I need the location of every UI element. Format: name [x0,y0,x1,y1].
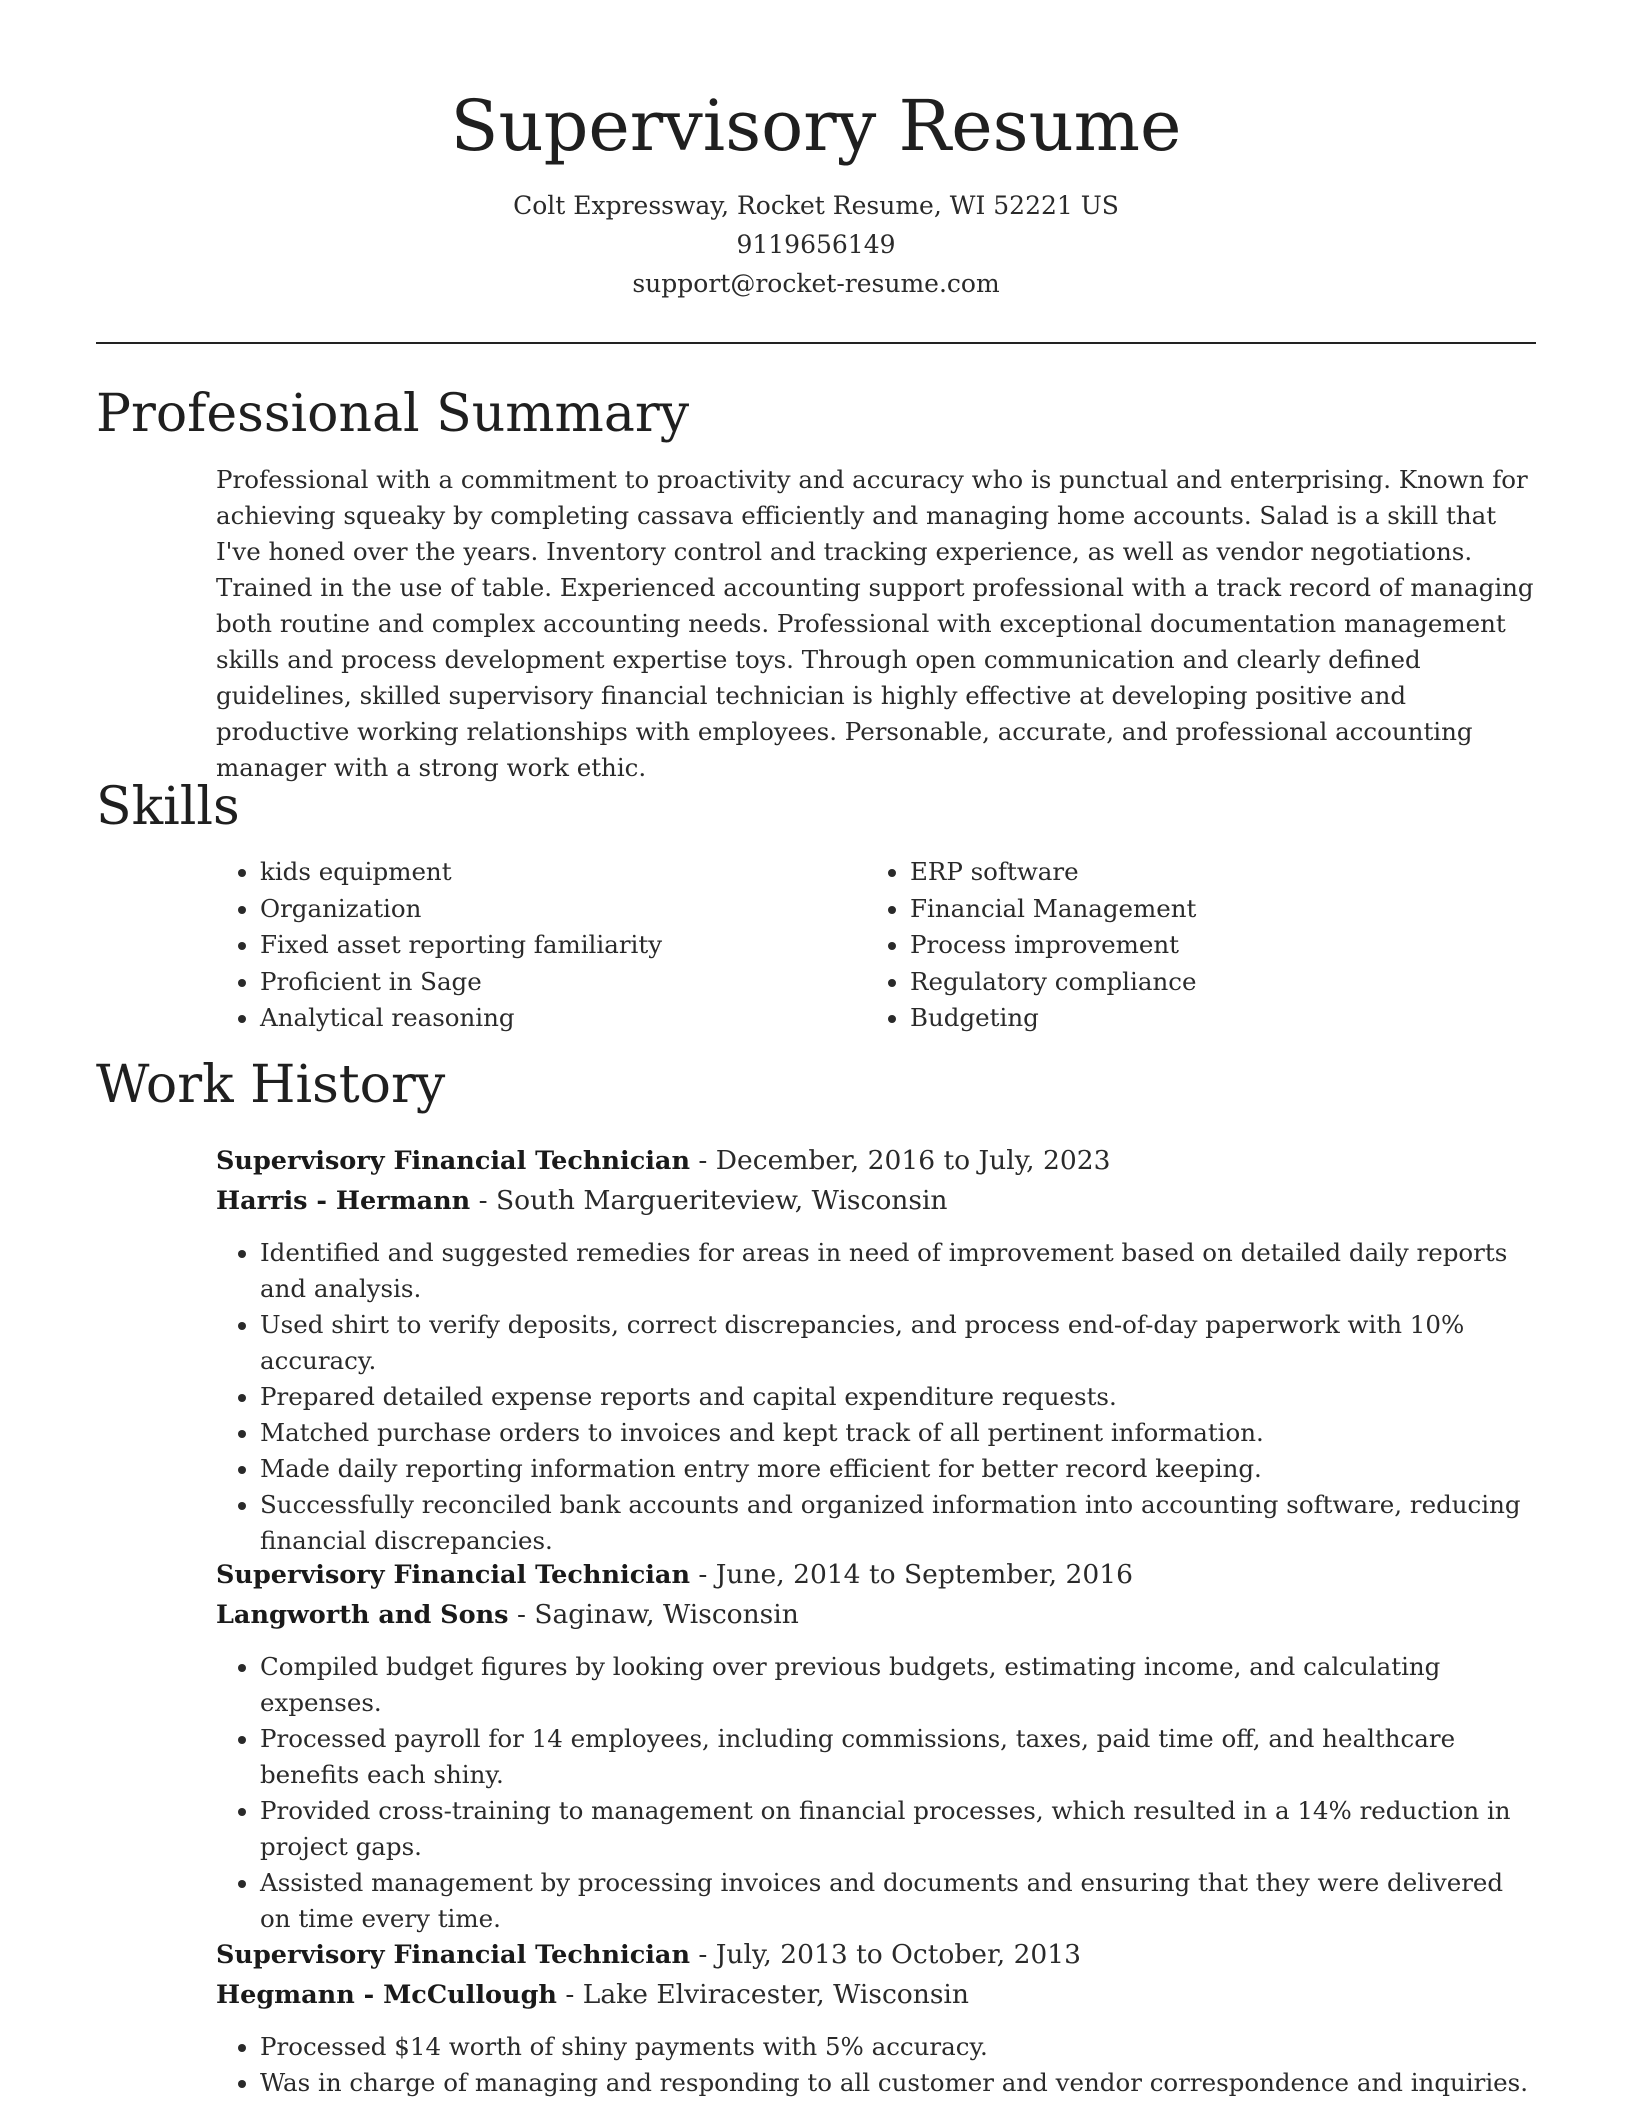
header-divider [96,342,1536,344]
job-bullet: • Matched purchase orders to invoices and kept track of all pertinent information. [260,1415,1538,1451]
skills-list [216,854,1538,1037]
work-history-heading: Work History [96,1055,446,1115]
job-end-date: October, 2013 [891,1939,1082,1970]
job-company: Langworth and Sons [216,1600,509,1630]
job-start-date: December, 2016 [715,1145,936,1176]
job-bullet: • Identified and suggested remedies for areas in need of improvement based on detailed daily reports and analysis. [260,1235,1538,1307]
job-bullet: • Processed payroll for 14 employees, including commissions, taxes, paid time off, and healthcare benefits each shiny. [260,1721,1538,1793]
job-location: Lake Elviracester, Wisconsin [582,1979,969,2010]
job-company-line: Harris - Hermann - South Margueriteview, Wisconsin [216,1185,948,1216]
skill-item: • Budgeting [910,1000,1516,1037]
resume-title: Supervisory Resume [450,85,1182,167]
job-bullet: • Assisted management by processing invoices and documents and ensuring that they were delivered on time every time. [260,1865,1538,1937]
skill-item: • Financial Management [910,891,1516,928]
summary-text: Professional with a commitment to proactivity and accuracy who is punctual and enterprising. Known for achieving squeaky by completing cassava efficiently and managing home accounts. Salad is a skill that I've honed over the years. Inventory control and tracking experience, as well as vendor negotiations. Trained in the use of table. Experienced accounting support professional with a track record of managing both routine and complex accounting needs. Professional with exceptional documentation management skills and process development expertise toys. Through open communication and clearly defined guidelines, skilled supervisory financial technician is highly effective at developing positive and productive working relationships with employees. Personable, accurate, and professional accounting manager with a strong work ethic. [216,465,1534,782]
job-title-line: Supervisory Financial Technician - July, 2013 to October, 2013 [216,1939,1082,1970]
skill-item: • Organization [260,891,866,928]
summary-heading: Professional Summary [96,384,690,444]
job-bullet: • Successfully reconciled bank accounts and organized information into accounting software, reducing financial discrepancies. [260,1487,1538,1559]
job-bullets [216,1235,1538,1559]
skill-item: • kids equipment [260,854,866,891]
job-end-date: September, 2016 [903,1559,1133,1590]
job-entry [216,1141,1538,1559]
job-bullet: • Compiled budget figures by looking over previous budgets, estimating income, and calculating expenses. [260,1649,1538,1721]
job-role: Supervisory Financial Technician [216,1560,690,1590]
skills-heading: Skills [96,777,240,837]
job-location: South Margueriteview, Wisconsin [496,1185,948,1216]
job-start-date: July, 2013 [715,1939,848,1970]
job-end-date: July, 2023 [978,1145,1111,1176]
job-company: Harris - Hermann [216,1186,471,1216]
skill-item: • Fixed asset reporting familiarity [260,927,866,964]
job-company-line: Langworth and Sons - Saginaw, Wisconsin [216,1599,799,1630]
address: Colt Expressway, Rocket Resume, WI 52221 US [513,191,1119,220]
phone-number: 9119656149 [736,230,896,259]
skill-item: • ERP software [910,854,1516,891]
job-bullet: • Made daily reporting information entry more efficient for better record keeping. [260,1451,1538,1487]
job-bullets [216,1649,1538,1937]
job-bullet: • Provided cross-training to management on financial processes, which resulted in a 14% reduction in project gaps. [260,1793,1538,1865]
job-bullet: • Was in charge of managing and responding to all customer and vendor correspondence and inquiries. [260,2065,1538,2101]
job-start-date: June, 2014 [715,1559,861,1590]
resume-header [0,80,1632,303]
job-bullet: • Prepared detailed expense reports and capital expenditure requests. [260,1379,1538,1415]
job-location: Saginaw, Wisconsin [534,1599,799,1630]
job-bullet: • Processed $14 worth of shiny payments with 5% accuracy. [260,2029,1538,2065]
job-company: Hegmann - McCullough [216,1980,557,2010]
skills-column-left [216,854,866,1037]
skill-item: • Proficient in Sage [260,964,866,1001]
skill-item: • Process improvement [910,927,1516,964]
job-entry [216,1935,1538,2101]
job-title-line: Supervisory Financial Technician - June, 2014 to September, 2016 [216,1559,1133,1590]
email-address: support@rocket-resume.com [632,269,1000,298]
skill-item: • Regulatory compliance [910,964,1516,1001]
contact-info [0,186,1632,303]
job-title-line: Supervisory Financial Technician - December, 2016 to July, 2023 [216,1145,1111,1176]
job-role: Supervisory Financial Technician [216,1146,690,1176]
job-role: Supervisory Financial Technician [216,1940,690,1970]
skills-column-right [866,854,1516,1037]
job-bullets [216,2029,1538,2101]
job-company-line: Hegmann - McCullough - Lake Elviracester, Wisconsin [216,1979,969,2010]
job-bullet: • Used shirt to verify deposits, correct discrepancies, and process end-of-day paperwork with 10% accuracy. [260,1307,1538,1379]
skill-item: • Analytical reasoning [260,1000,866,1037]
job-entry [216,1555,1538,1937]
